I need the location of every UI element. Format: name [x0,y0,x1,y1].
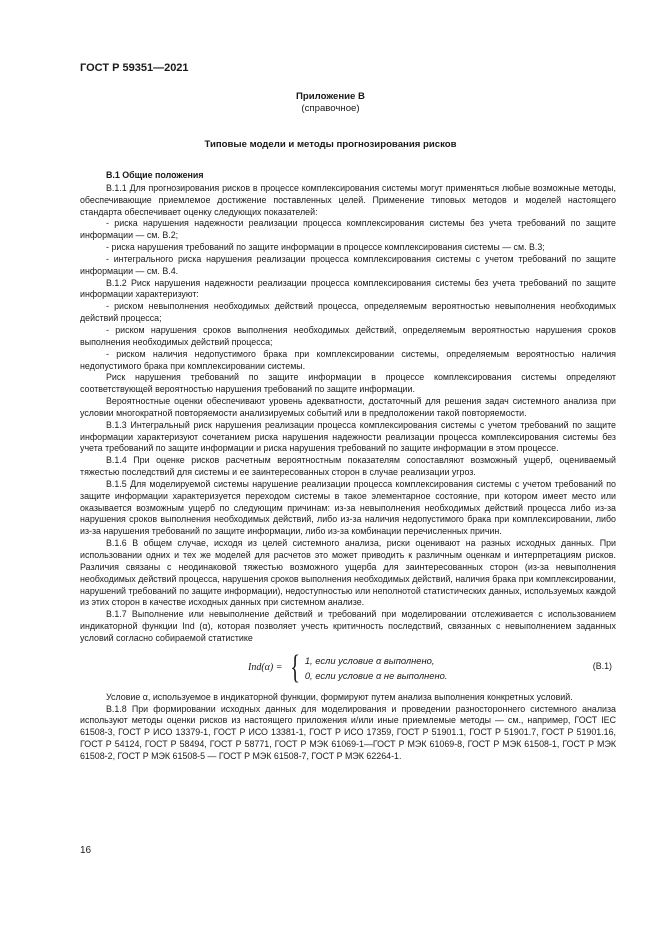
paragraph: В.1.6 В общем случае, исходя из целей системного анализа, риски оценивают на разных исходных данных. При использовании одних и тех же моделей для расчетов это может приводить к различным оценкам и интерпретациям рисков. Различия связаны с неодинаковой тяжестью возможного ущерба для заинтересованных сторон (из-за невыполнения необходимых действий процесса, нарушения сроков выполнения необходимых действий, наличия брака при комплексировании, нарушений требований по защите информации), недоступностью или неполнотой статистических данных, используемых каждой из этих сторон в качестве исходных данных при системном анализе. [80,538,616,608]
annex-heading [0,91,661,116]
list-item: - риском наличия недопустимого брака при комплексировании системы, определяемым вероятностью наличия недопустимого брака при комплексировании системы. [80,348,616,371]
subsection-heading: В.1 Общие положения [106,170,204,180]
list-item: - риска нарушения требований по защите информации в процессе комплексирования системы — см. В.3; [106,242,545,253]
paragraph: В.1.8 При формировании исходных данных для моделирования и проведении разностороннего системного анализа используют методы оценки рисков из настоящего приложения и/или иные приемлемые методы — см., например, ГОСТ IEC 61508-3, ГОСТ Р ИСО 13379-1, ГОСТ Р ИСО 13381-1, ГОСТ Р ИСО 17359, ГОСТ Р 51901.1, ГОСТ Р 51901.7, ГОСТ Р 51901.16, ГОСТ Р 54124, ГОСТ Р 58494, ГОСТ Р 58771, ГОСТ Р МЭК 61069-1—ГОСТ Р МЭК 61069-8, ГОСТ Р МЭК 61508-1, ГОСТ Р МЭК 61508-2, ГОСТ Р МЭК 61508-5 — ГОСТ Р МЭК 61508-7, ГОСТ Р МЭК 62264-1. [80,703,616,761]
list-item: - риском нарушения сроков выполнения необходимых действий, определяемым вероятностью нарушения сроков выполнения необходимых действий процесса; [80,324,616,347]
left-brace: { [289,648,300,686]
paragraph: В.1.5 Для моделируемой системы нарушение реализации процесса комплексирования системы с учетом требований по защите информации характеризуется переходом системы в такое элементарное состояние, при котором имеет место или оказывается возможным ущерб по следующим причинам: из-за невыполнения необходимых действий процесса либо из-за нарушения сроков выполнения необходимых действий, либо из-за наличия недопустимого брака при комплексировании, либо из-за нарушения требований по защите информации, либо из-за комбинации перечисленных причин. [80,478,616,537]
formula-case-1: 1, если условие α выполнено, [304,654,435,666]
list-item: - интегрального риска нарушения реализации процесса комплексирования системы с учетом требований по защите информации — см. В.4. [80,253,616,276]
list-item: - риска нарушения надежности реализации процесса комплексирования системы без учета требований по защите информации — см. В.2; [80,218,616,241]
annex-subtitle: (справочное) [301,103,360,115]
formula-cases [305,653,448,683]
formula-lhs: Ind(α) = [248,661,283,673]
page-number: 16 [80,845,92,856]
paragraph: Вероятностные оценки обеспечивают уровень адекватности, достаточный для решения задач системного анализа при условии многократной повторяемости анализируемых событий или в предположении такой повторяемости. [80,396,616,418]
list-item: - риском невыполнения необходимых действий процесса, определяемым вероятностью невыполнения необходимых действий процесса; [80,301,616,324]
paragraph: В.1.2 Риск нарушения надежности реализации процесса комплексирования системы без учета требований по защите информации характеризуют: [80,277,616,300]
section-title: Типовые модели и методы прогнозирования рисков [204,139,457,150]
paragraph: В.1.4 При оценке рисков расчетным вероятностным показателям сопоставляют возможный ущерб, оцениваемый тяжестью последствий для системы и ее заинтересованных сторон в случае реализации угроз. [80,455,616,478]
formula-case-2: 0, если условие α не выполнено. [304,669,448,681]
paragraph: В.1.3 Интегральный риск нарушения реализации процесса комплексирования системы с учетом требований по защите информации характеризуют сочетанием риска нарушения надежности реализации процесса комплексирования системы без учета требований по защите информации и риска нарушения требований по защите информации в этом процессе. [80,419,616,454]
standard-designation: ГОСТ Р 59351—2021 [80,62,189,74]
formula-number: (В.1) [592,660,612,671]
paragraph: Риск нарушения требований по защите информации в процессе комплексирования системы определяют соответствующей вероятностью нарушения требований по защите информации. [80,372,616,395]
indicator-formula [248,648,448,686]
paragraph: Условие α, используемое в индикаторной функции, формируют путем анализа выполнения конкретных условий. [106,691,573,702]
formula-block [80,648,616,689]
paragraph: В.1.7 Выполнение или невыполнение действий и требований при моделировании отслеживается с использованием индикаторной функции Ind (α), которая позволяет учесть критичность последствий, связанных с невыполнением заданных условий согласно собираемой статистике [80,609,616,643]
annex-title: Приложение В [296,91,365,102]
body-text [80,170,616,763]
paragraph: В.1.1 Для прогнозирования рисков в процессе комплексирования системы могут применяться любые возможные методы, обеспечивающие приемлемое достижение поставленных целей. Применение типовых методов и моделей настоящего стандарта обеспечивает оценку следующих показателей: [80,182,616,217]
